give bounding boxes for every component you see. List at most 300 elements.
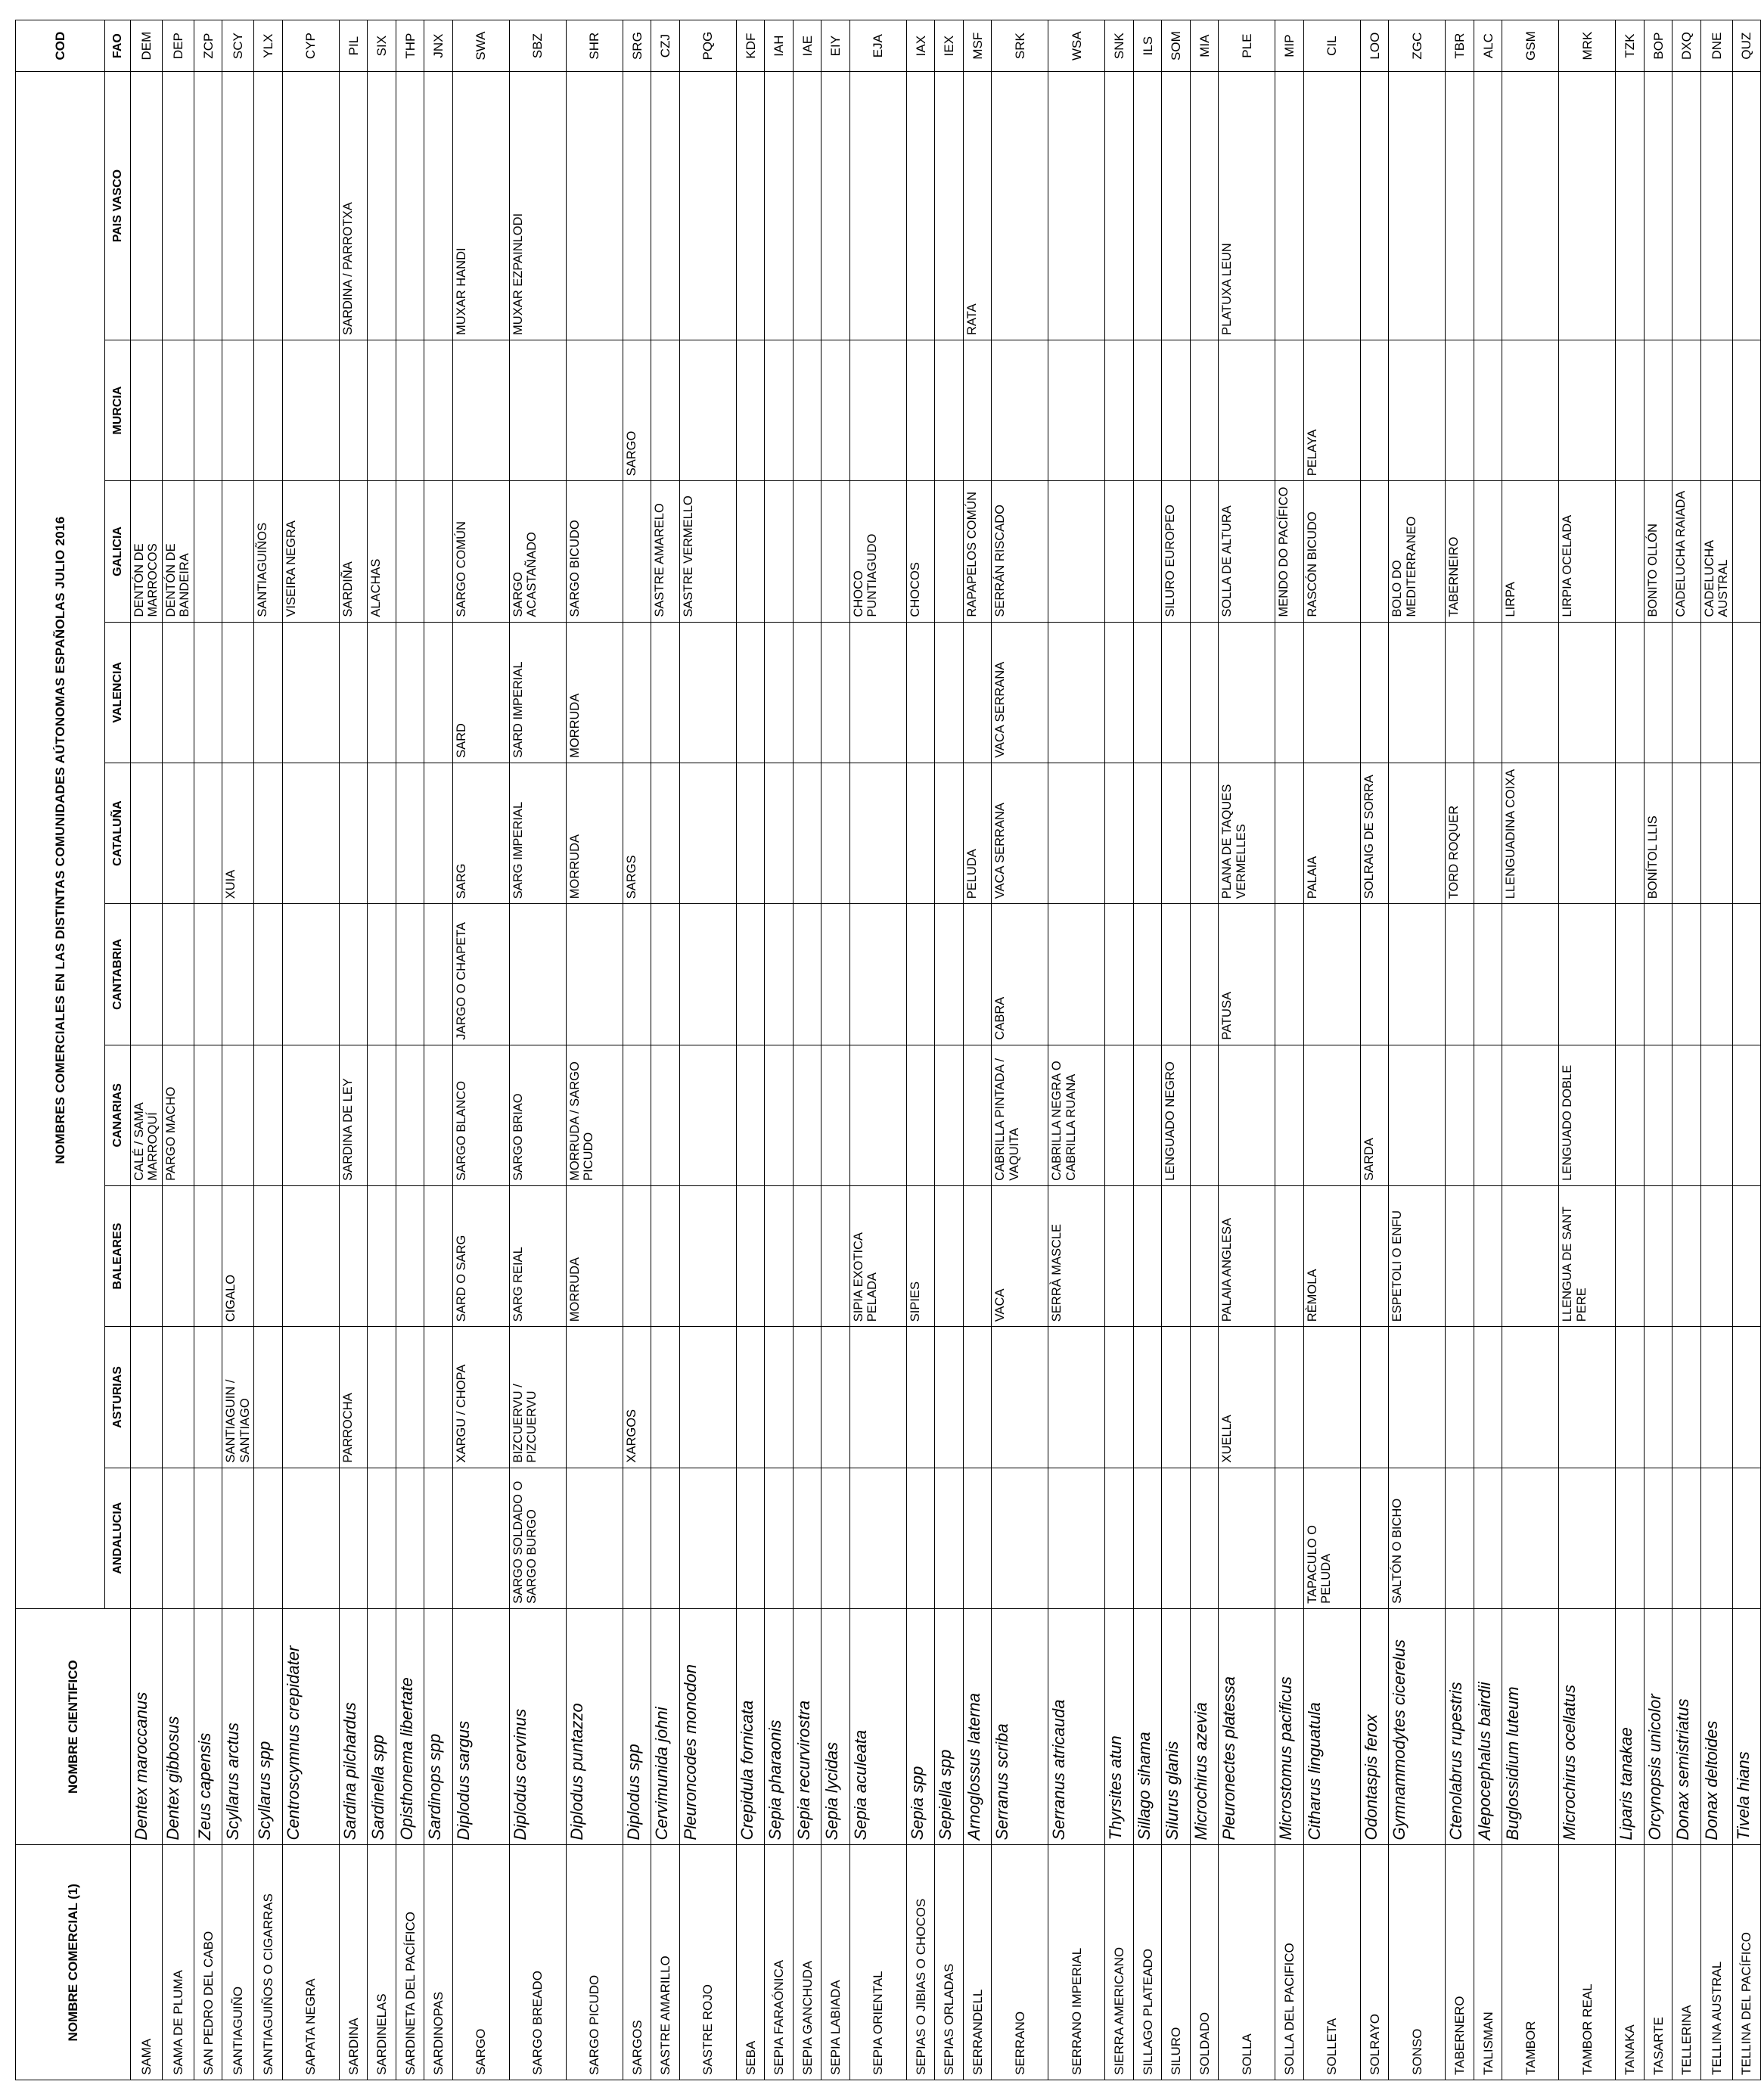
commercial-name-cell: SANTIAGUIÑOS O CIGARRAS	[254, 1845, 283, 2080]
fao-code-cell: WSA	[1048, 20, 1105, 72]
region-name-cell	[1446, 1045, 1474, 1185]
region-name-cell: SARG REIAL	[509, 1185, 566, 1326]
fao-code-cell: PLE	[1219, 20, 1275, 72]
region-name-cell	[679, 72, 736, 340]
region-name-cell	[1133, 481, 1162, 622]
region-name-cell: SARGS	[623, 763, 651, 903]
region-name-cell	[1133, 622, 1162, 763]
region-name-cell	[963, 1045, 992, 1185]
region-name-cell	[736, 1327, 765, 1468]
region-name-cell	[1190, 622, 1219, 763]
region-name-cell	[1616, 481, 1645, 622]
table-row	[935, 20, 964, 2080]
region-name-cell: SARD IMPERIAL	[509, 622, 566, 763]
region-name-cell	[1133, 1327, 1162, 1468]
region-name-cell	[368, 340, 396, 480]
region-name-cell	[906, 340, 935, 480]
fao-code-cell: SCY	[222, 20, 254, 72]
region-name-cell	[1644, 1468, 1672, 1608]
region-name-cell	[963, 1468, 992, 1608]
region-name-cell: DENTÓN DE MARROCOS	[131, 481, 163, 622]
region-name-cell	[1048, 481, 1105, 622]
region-name-cell	[651, 1327, 680, 1468]
fao-code-cell: MSF	[963, 20, 992, 72]
region-name-cell	[1190, 1045, 1219, 1185]
region-name-cell	[1048, 72, 1105, 340]
fao-code-cell: THP	[396, 20, 424, 72]
region-name-cell	[1275, 1045, 1304, 1185]
region-name-cell	[793, 1327, 821, 1468]
region-name-cell	[623, 622, 651, 763]
region-name-cell	[1105, 340, 1134, 480]
fao-code-cell: TZK	[1616, 20, 1645, 72]
region-name-cell	[1700, 763, 1732, 903]
region-name-cell	[679, 1327, 736, 1468]
region-name-cell	[1474, 1045, 1502, 1185]
scientific-name-cell: Thyrsites atun	[1105, 1608, 1134, 1845]
region-name-cell	[963, 904, 992, 1045]
region-name-cell	[1133, 1045, 1162, 1185]
region-name-cell	[162, 904, 194, 1045]
fao-code-cell: SBZ	[509, 20, 566, 72]
table-row	[1360, 20, 1389, 2080]
region-name-cell	[368, 72, 396, 340]
region-name-cell	[793, 72, 821, 340]
region-name-cell	[992, 72, 1048, 340]
region-name-cell	[679, 340, 736, 480]
region-name-cell	[162, 622, 194, 763]
table-row	[368, 20, 396, 2080]
region-name-cell	[368, 1185, 396, 1326]
region-name-cell	[1474, 1327, 1502, 1468]
region-name-cell	[1616, 1468, 1645, 1608]
scientific-name-cell: Dentex maroccanus	[131, 1608, 163, 1845]
region-name-cell	[194, 1185, 222, 1326]
region-name-cell	[849, 340, 906, 480]
table-row	[452, 20, 509, 2080]
region-name-cell: SANTIAGUIÑOS	[254, 481, 283, 622]
scientific-name-cell: Sepia pharaonis	[765, 1608, 794, 1845]
region-name-cell	[131, 763, 163, 903]
region-name-cell	[651, 763, 680, 903]
fao-code-cell: ALC	[1474, 20, 1502, 72]
region-name-cell	[162, 340, 194, 480]
region-name-cell	[849, 1468, 906, 1608]
fao-code-cell: CIL	[1303, 20, 1360, 72]
header-region-5: CATALUÑA	[105, 763, 131, 903]
region-name-cell	[282, 1185, 339, 1326]
region-name-cell	[1219, 1045, 1275, 1185]
region-name-cell: SERRÁN RISCADO	[992, 481, 1048, 622]
region-name-cell: BOLO DO MEDITERRANEO	[1389, 481, 1446, 622]
region-name-cell	[1133, 340, 1162, 480]
fao-code-cell: DNE	[1700, 20, 1732, 72]
region-name-cell	[254, 1327, 283, 1468]
region-name-cell	[1275, 763, 1304, 903]
scientific-name-cell: Pleuronectes platessa	[1219, 1608, 1275, 1845]
region-name-cell	[1732, 1185, 1761, 1326]
region-name-cell: RATA	[963, 72, 992, 340]
region-name-cell	[821, 763, 850, 903]
region-name-cell: MORRUDA	[566, 763, 623, 903]
table-row	[1162, 20, 1191, 2080]
header-region-3: CANARIAS	[105, 1045, 131, 1185]
region-name-cell	[623, 72, 651, 340]
commercial-name-cell: SIERRA AMERICANO	[1105, 1845, 1134, 2080]
region-name-cell	[1732, 763, 1761, 903]
region-name-cell	[1559, 904, 1616, 1045]
region-name-cell: SIPIA EXOTICA PELADA	[849, 1185, 906, 1326]
region-name-cell	[194, 1468, 222, 1608]
region-name-cell	[282, 72, 339, 340]
region-name-cell	[368, 1327, 396, 1468]
table-row	[679, 20, 736, 2080]
region-name-cell	[222, 622, 254, 763]
region-name-cell	[679, 1185, 736, 1326]
scientific-name-cell: Citharus linguatula	[1303, 1608, 1360, 1845]
region-name-cell	[736, 904, 765, 1045]
fao-code-cell: YLX	[254, 20, 283, 72]
table-row	[254, 20, 283, 2080]
region-name-cell: SARG IMPERIAL	[509, 763, 566, 903]
region-name-cell	[396, 763, 424, 903]
region-name-cell	[1732, 1045, 1761, 1185]
fao-code-cell: ILS	[1133, 20, 1162, 72]
region-name-cell	[1360, 904, 1389, 1045]
region-name-cell	[1644, 1327, 1672, 1468]
region-name-cell	[821, 1468, 850, 1608]
region-name-cell	[992, 340, 1048, 480]
scientific-name-cell: Microchirus ocellatus	[1559, 1608, 1616, 1845]
region-name-cell	[679, 904, 736, 1045]
region-name-cell: CIGALO	[222, 1185, 254, 1326]
region-name-cell	[793, 1185, 821, 1326]
region-name-cell	[1644, 904, 1672, 1045]
scientific-name-cell: Microstomus pacificus	[1275, 1608, 1304, 1845]
region-name-cell	[1360, 1327, 1389, 1468]
commercial-name-cell: SARDINETA DEL PACÍFICO	[396, 1845, 424, 2080]
scientific-name-cell: Diplodus puntazzo	[566, 1608, 623, 1845]
region-name-cell: PATUSA	[1219, 904, 1275, 1045]
region-name-cell	[736, 481, 765, 622]
region-name-cell	[1133, 1468, 1162, 1608]
commercial-name-cell: TELLINA DEL PACÍFICO	[1732, 1845, 1761, 2080]
region-name-cell	[679, 622, 736, 763]
region-name-cell	[765, 1468, 794, 1608]
region-name-cell	[1700, 340, 1732, 480]
region-name-cell	[935, 904, 964, 1045]
region-name-cell	[765, 72, 794, 340]
commercial-name-cell: SEPIA FARAÓNICA	[765, 1845, 794, 2080]
region-name-cell	[1502, 904, 1559, 1045]
region-name-cell	[1048, 763, 1105, 903]
scientific-name-cell: Alepocephalus bairdii	[1474, 1608, 1502, 1845]
region-name-cell: LIRPIA OCELADA	[1559, 481, 1616, 622]
region-name-cell	[566, 1468, 623, 1608]
region-name-cell	[1105, 1045, 1134, 1185]
region-name-cell	[1190, 481, 1219, 622]
region-name-cell	[793, 904, 821, 1045]
scientific-name-cell: Sardinops spp	[424, 1608, 453, 1845]
commercial-name-cell: SERRANO	[992, 1845, 1048, 2080]
region-name-cell	[282, 1468, 339, 1608]
region-name-cell	[254, 1045, 283, 1185]
region-name-cell	[1133, 904, 1162, 1045]
region-name-cell: SARGO BLANCO	[452, 1045, 509, 1185]
region-name-cell	[1162, 1468, 1191, 1608]
region-name-cell: SARGO SOLDADO O SARGO BURGO	[509, 1468, 566, 1608]
region-name-cell	[1616, 1327, 1645, 1468]
region-name-cell	[1672, 1468, 1701, 1608]
region-name-cell	[194, 1045, 222, 1185]
region-name-cell	[1644, 1045, 1672, 1185]
region-name-cell	[821, 1327, 850, 1468]
region-name-cell	[1502, 1468, 1559, 1608]
region-name-cell	[1389, 904, 1446, 1045]
scientific-name-cell: Serranus atricauda	[1048, 1608, 1105, 1845]
table-row	[339, 20, 368, 2080]
region-name-cell	[1303, 1045, 1360, 1185]
region-name-cell	[424, 904, 453, 1045]
region-name-cell	[368, 622, 396, 763]
commercial-name-cell: SERRANDELL	[963, 1845, 992, 2080]
region-name-cell: BONÍTOL LLIS	[1644, 763, 1672, 903]
table-row	[793, 20, 821, 2080]
fao-code-cell: IAX	[906, 20, 935, 72]
region-name-cell	[1105, 72, 1134, 340]
region-name-cell	[1502, 622, 1559, 763]
table-row	[1502, 20, 1559, 2080]
region-name-cell	[963, 1185, 992, 1326]
table-row	[1644, 20, 1672, 2080]
region-name-cell: LIRPA	[1502, 481, 1559, 622]
table-row	[194, 20, 222, 2080]
fao-code-cell: CYP	[282, 20, 339, 72]
region-name-cell	[1105, 1185, 1134, 1326]
region-name-cell	[793, 481, 821, 622]
region-name-cell	[1616, 763, 1645, 903]
table-row	[222, 20, 254, 2080]
commercial-name-cell: TAMBOR	[1502, 1845, 1559, 2080]
header-region-0: ANDALUCIA	[105, 1468, 131, 1608]
region-name-cell	[1275, 904, 1304, 1045]
scientific-name-cell: Cervimunida johni	[651, 1608, 680, 1845]
region-name-cell: SERRÀ MASCLE	[1048, 1185, 1105, 1326]
region-name-cell: SOLRAIG DE SORRA	[1360, 763, 1389, 903]
region-name-cell	[1389, 1327, 1446, 1468]
fao-code-cell: IAH	[765, 20, 794, 72]
region-name-cell	[368, 1045, 396, 1185]
region-name-cell	[194, 622, 222, 763]
region-name-cell	[1303, 72, 1360, 340]
region-name-cell	[1105, 1327, 1134, 1468]
region-name-cell	[282, 1327, 339, 1468]
region-name-cell	[339, 1468, 368, 1608]
table-row	[1105, 20, 1134, 2080]
region-name-cell	[1474, 622, 1502, 763]
table-row	[1474, 20, 1502, 2080]
region-name-cell	[452, 340, 509, 480]
region-name-cell: XUIA	[222, 763, 254, 903]
region-name-cell	[821, 1185, 850, 1326]
region-name-cell	[849, 1327, 906, 1468]
region-name-cell: DENTÓN DE BANDEIRA	[162, 481, 194, 622]
region-name-cell	[651, 72, 680, 340]
scientific-name-cell: Sepiella spp	[935, 1608, 964, 1845]
region-name-cell	[1219, 340, 1275, 480]
region-name-cell	[935, 481, 964, 622]
scientific-name-cell: Dentex gibbosus	[162, 1608, 194, 1845]
commercial-name-cell: SILLAGO PLATEADO	[1133, 1845, 1162, 2080]
region-name-cell	[424, 1468, 453, 1608]
region-name-cell	[1732, 340, 1761, 480]
region-name-cell	[282, 904, 339, 1045]
scientific-name-cell: Tivela hians	[1732, 1608, 1761, 1845]
region-name-cell	[793, 763, 821, 903]
region-name-cell	[1105, 763, 1134, 903]
region-name-cell	[1672, 340, 1701, 480]
region-name-cell	[1048, 1468, 1105, 1608]
region-name-cell	[162, 1185, 194, 1326]
region-name-cell: BIZCUERVU / PIZCUERVU	[509, 1327, 566, 1468]
table-row	[282, 20, 339, 2080]
fao-code-cell: GSM	[1502, 20, 1559, 72]
table-row	[1732, 20, 1761, 2080]
region-name-cell: SOLLA DE ALTURA	[1219, 481, 1275, 622]
commercial-name-cell: SEPIAS ORLADAS	[935, 1845, 964, 2080]
region-name-cell	[821, 1045, 850, 1185]
header-cod: COD	[16, 20, 105, 72]
region-name-cell	[1446, 72, 1474, 340]
commercial-name-cell: SARGO BREADO	[509, 1845, 566, 2080]
scientific-name-cell: Donax deltoides	[1700, 1608, 1732, 1845]
commercial-name-cell: SILURO	[1162, 1845, 1191, 2080]
region-name-cell: CHOCO PUNTIAGUDO	[849, 481, 906, 622]
region-name-cell: SARDIÑA	[339, 481, 368, 622]
region-name-cell	[651, 340, 680, 480]
region-name-cell	[162, 1327, 194, 1468]
region-name-cell	[906, 904, 935, 1045]
commercial-name-cell: SAMA	[131, 1845, 163, 2080]
region-name-cell	[679, 1468, 736, 1608]
region-name-cell	[1616, 72, 1645, 340]
table-row	[736, 20, 765, 2080]
region-name-cell	[1105, 904, 1134, 1045]
region-name-cell	[1190, 340, 1219, 480]
fao-code-cell: EJA	[849, 20, 906, 72]
region-name-cell	[821, 340, 850, 480]
region-name-cell	[963, 340, 992, 480]
region-name-cell	[1474, 72, 1502, 340]
region-name-cell	[1559, 72, 1616, 340]
region-name-cell	[254, 904, 283, 1045]
region-name-cell: SARGO ACASTAÑADO	[509, 481, 566, 622]
region-name-cell: SARD O SARG	[452, 1185, 509, 1326]
region-name-cell	[339, 1185, 368, 1326]
fao-code-cell: PIL	[339, 20, 368, 72]
region-name-cell	[736, 1185, 765, 1326]
header-scientific-name: NOMBRE CIENTIFICO	[16, 1608, 131, 1845]
scientific-name-cell: Scyllarus arctus	[222, 1608, 254, 1845]
region-name-cell	[254, 1185, 283, 1326]
region-name-cell	[1616, 622, 1645, 763]
region-name-cell	[1474, 1468, 1502, 1608]
scientific-name-cell: Scyllarus spp	[254, 1608, 283, 1845]
region-name-cell	[131, 1185, 163, 1326]
region-name-cell	[623, 1185, 651, 1326]
region-name-cell: SARGO COMÚN	[452, 481, 509, 622]
commercial-name-cell: SAPATA NEGRA	[282, 1845, 339, 2080]
table-row	[1616, 20, 1645, 2080]
region-name-cell	[1502, 1045, 1559, 1185]
region-name-cell	[1275, 622, 1304, 763]
region-name-cell	[1732, 481, 1761, 622]
table-row	[765, 20, 794, 2080]
region-name-cell	[1275, 1327, 1304, 1468]
region-name-cell	[1616, 1185, 1645, 1326]
table-row	[963, 20, 992, 2080]
region-name-cell	[131, 622, 163, 763]
region-name-cell	[162, 763, 194, 903]
region-name-cell	[131, 340, 163, 480]
scientific-name-cell: Microchirus azevia	[1190, 1608, 1219, 1845]
region-name-cell	[935, 1045, 964, 1185]
commercial-name-cell: SARDINOPAS	[424, 1845, 453, 2080]
table-row	[1048, 20, 1105, 2080]
region-name-cell	[368, 1468, 396, 1608]
region-name-cell	[1446, 1468, 1474, 1608]
region-name-cell: SALTÓN O BICHO	[1389, 1468, 1446, 1608]
region-name-cell	[679, 1045, 736, 1185]
region-name-cell	[424, 1327, 453, 1468]
region-name-cell	[222, 340, 254, 480]
region-name-cell	[1732, 72, 1761, 340]
commercial-name-cell: SOLRAYO	[1360, 1845, 1389, 2080]
region-name-cell	[222, 904, 254, 1045]
region-name-cell	[1559, 1327, 1616, 1468]
commercial-name-cell: SAMA DE PLUMA	[162, 1845, 194, 2080]
region-name-cell	[566, 340, 623, 480]
region-name-cell: TAPACULO O PELUDA	[1303, 1468, 1360, 1608]
region-name-cell: SANTIAGUIN / SANTIAGO	[222, 1327, 254, 1468]
region-name-cell	[1446, 904, 1474, 1045]
region-name-cell	[1732, 1327, 1761, 1468]
region-name-cell	[194, 763, 222, 903]
region-name-cell	[1700, 1468, 1732, 1608]
region-name-cell	[623, 1045, 651, 1185]
region-name-cell	[222, 1468, 254, 1608]
region-name-cell: TORD ROQUER	[1446, 763, 1474, 903]
region-name-cell	[396, 340, 424, 480]
commercial-name-cell: SOLLA	[1219, 1845, 1275, 2080]
region-name-cell	[651, 622, 680, 763]
commercial-name-cell: SARGOS	[623, 1845, 651, 2080]
fao-code-cell: SRG	[623, 20, 651, 72]
region-name-cell	[1190, 1185, 1219, 1326]
region-name-cell	[1616, 1045, 1645, 1185]
table-row	[1275, 20, 1304, 2080]
region-name-cell: LENGUADO NEGRO	[1162, 1045, 1191, 1185]
region-name-cell	[1616, 904, 1645, 1045]
fao-code-cell: SIX	[368, 20, 396, 72]
region-name-cell	[1672, 72, 1701, 340]
region-name-cell: SARDA	[1360, 1045, 1389, 1185]
scientific-name-cell: Sardina pilchardus	[339, 1608, 368, 1845]
commercial-name-cell: SARGO PICUDO	[566, 1845, 623, 2080]
region-name-cell	[1275, 1468, 1304, 1608]
region-name-cell	[396, 1045, 424, 1185]
fao-code-cell: BOP	[1644, 20, 1672, 72]
